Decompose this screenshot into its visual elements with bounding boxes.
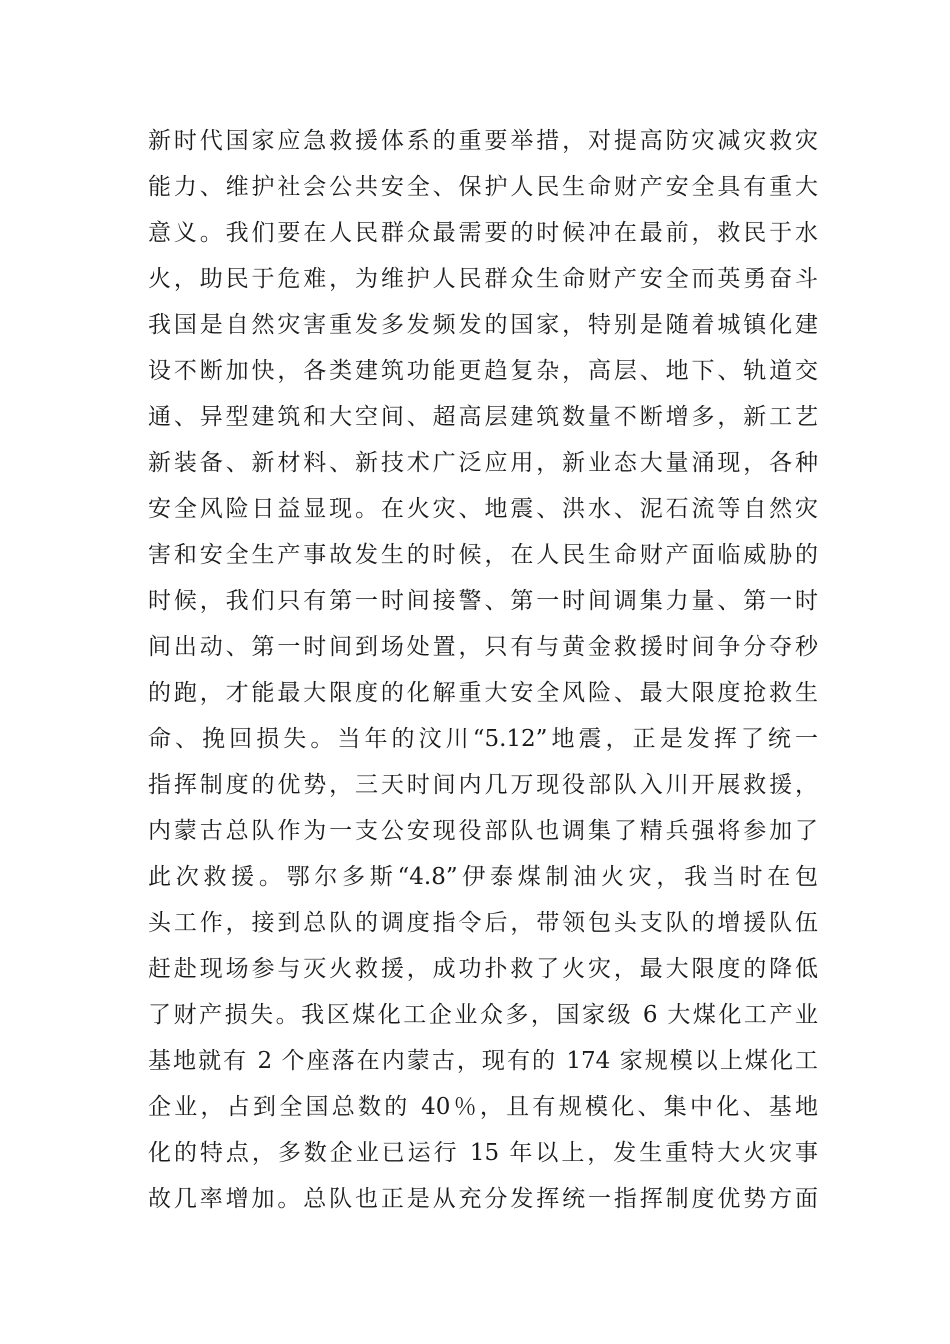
text-line: 的跑，才能最大限度的化解重大安全风险、最大限度抢救生	[148, 680, 818, 706]
text-line: 通、异型建筑和大空间、超高层建筑数量不断增多，新工艺	[148, 404, 818, 430]
text-line: 内蒙古总队作为一支公安现役部队也调集了精兵强将参加了	[148, 818, 818, 844]
text-line: 化的特点，多数企业已运行 15 年以上，发生重特大火灾事	[148, 1140, 818, 1166]
text-line: 间出动、第一时间到场处置，只有与黄金救援时间争分夺秒	[148, 634, 818, 660]
text-line: 安全风险日益显现。在火灾、地震、洪水、泥石流等自然灾	[148, 496, 818, 522]
text-line: 命、挽回损失。当年的汶川“5.12”地震，正是发挥了统一	[148, 726, 818, 752]
text-line: 基地就有 2 个座落在内蒙古，现有的 174 家规模以上煤化工	[148, 1048, 818, 1074]
text-line: 意义。我们要在人民群众最需要的时候冲在最前，救民于水	[148, 220, 818, 246]
text-line: 故几率增加。总队也正是从充分发挥统一指挥制度优势方面	[148, 1186, 818, 1212]
text-line: 我国是自然灾害重发多发频发的国家，特别是随着城镇化建	[148, 312, 818, 338]
text-line: 火，助民于危难，为维护人民群众生命财产安全而英勇奋斗	[148, 266, 818, 292]
text-line: 害和安全生产事故发生的时候，在人民生命财产面临威胁的	[148, 542, 818, 568]
body-paragraph	[148, 118, 818, 1222]
text-line: 头工作，接到总队的调度指令后，带领包头支队的增援队伍	[148, 910, 818, 936]
text-line: 企业，占到全国总数的 40％，且有规模化、集中化、基地	[148, 1094, 818, 1120]
text-line: 此次救援。鄂尔多斯“4.8”伊泰煤制油火灾，我当时在包	[148, 864, 818, 890]
text-line: 赶赴现场参与灭火救援，成功扑救了火灾，最大限度的降低	[148, 956, 818, 982]
text-line: 指挥制度的优势，三天时间内几万现役部队入川开展救援，	[148, 772, 818, 798]
text-line: 能力、维护社会公共安全、保护人民生命财产安全具有重大	[148, 174, 818, 200]
text-line: 设不断加快，各类建筑功能更趋复杂，高层、地下、轨道交	[148, 358, 818, 384]
text-line: 新时代国家应急救援体系的重要举措，对提高防灾减灾救灾	[148, 128, 818, 154]
text-line: 了财产损失。我区煤化工企业众多，国家级 6 大煤化工产业	[148, 1002, 818, 1028]
text-line: 时候，我们只有第一时间接警、第一时间调集力量、第一时	[148, 588, 818, 614]
text-line: 新装备、新材料、新技术广泛应用，新业态大量涌现，各种	[148, 450, 818, 476]
